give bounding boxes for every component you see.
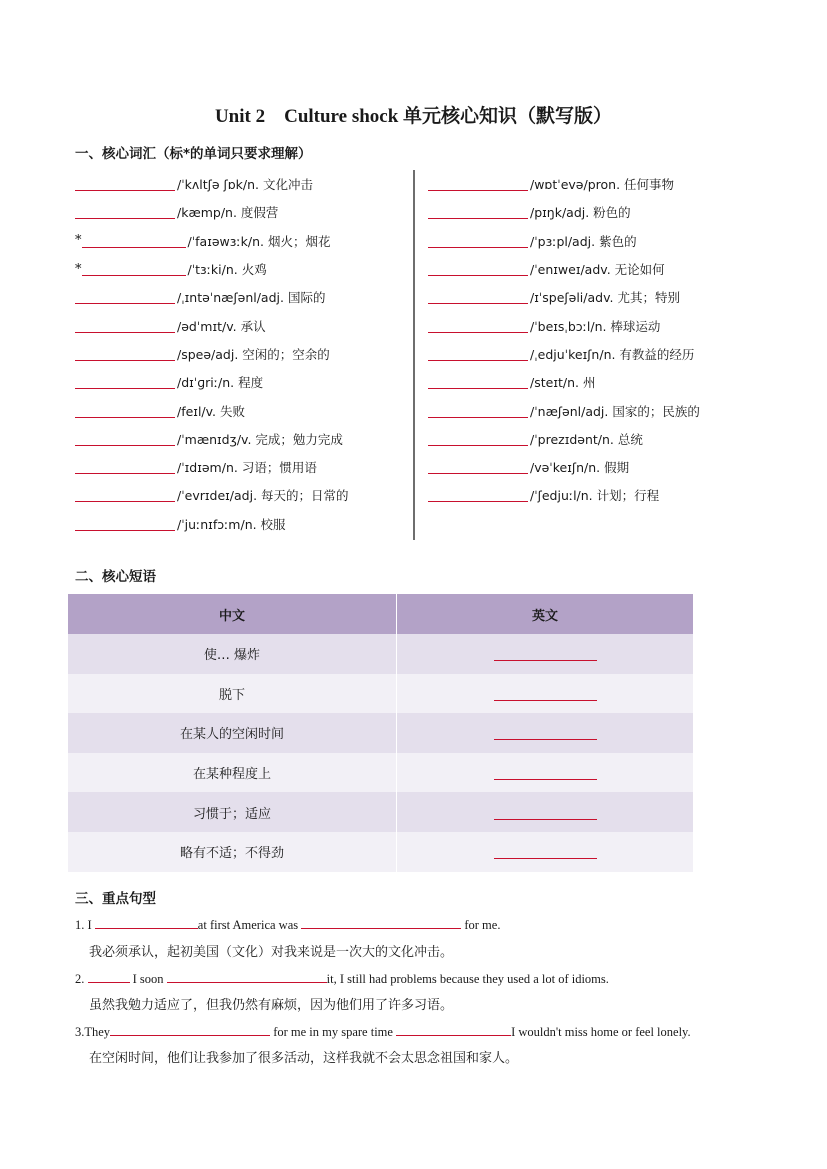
- vocab-item: [75, 340, 349, 368]
- table-row: [68, 753, 694, 793]
- word-blank[interactable]: [75, 375, 175, 389]
- sentence-1-number: 1. I: [75, 918, 92, 932]
- answer-blank[interactable]: [95, 916, 198, 929]
- sentence-3-part1: for me in my spare time: [273, 1025, 393, 1039]
- vocab-item: [75, 396, 349, 424]
- word-blank[interactable]: [75, 517, 175, 531]
- vocab-item: [428, 255, 700, 283]
- vocab-definition: /pɪŋk/adj. 粉色的: [530, 205, 631, 221]
- word-blank[interactable]: [428, 488, 528, 502]
- vocab-item: [428, 453, 700, 481]
- vocab-right-column: [428, 170, 700, 510]
- vocab-definition: /ˈbeɪsˌbɔːl/n. 棒球运动: [530, 318, 661, 334]
- answer-blank[interactable]: [494, 844, 597, 859]
- vocab-definition: /feɪl/v. 失败: [177, 403, 246, 419]
- sentence-1-part2: for me.: [464, 918, 501, 932]
- vocab-item: [75, 453, 349, 481]
- word-blank[interactable]: [75, 290, 175, 304]
- word-blank[interactable]: [428, 262, 528, 276]
- vocab-definition: /vəˈkeɪʃn/n. 假期: [530, 460, 630, 476]
- vocab-definition: /ˈjuːnɪfɔːm/n. 校服: [177, 516, 286, 532]
- word-blank[interactable]: [428, 347, 528, 361]
- sentence-3-translation: 在空闲时间，他们让我参加了很多活动，这样我就不会太思念祖国和家人。: [89, 1051, 519, 1066]
- vocab-item: [75, 255, 349, 283]
- phrase-chinese: 习惯于；适应: [68, 792, 397, 832]
- vocab-definition: /ˈkʌltʃə ʃɒk/n. 文化冲击: [177, 177, 313, 193]
- word-blank[interactable]: [428, 404, 528, 418]
- vocab-definition: /ˈnæʃənl/adj. 国家的；民族的: [530, 403, 700, 419]
- page-title: Unit 2 Culture shock 单元核心知识（默写版）: [214, 106, 613, 127]
- vocab-definition: /ˌedjuˈkeɪʃn/n. 有教益的经历: [530, 346, 695, 362]
- word-blank[interactable]: [75, 404, 175, 418]
- vocab-definition: /speə/adj. 空闲的；空余的: [177, 346, 330, 362]
- vocab-item: [428, 283, 700, 311]
- answer-blank[interactable]: [396, 1023, 511, 1036]
- understand-only-marker: *: [75, 233, 82, 249]
- vocab-item: [75, 368, 349, 396]
- vocab-definition: /ˈtɜːki/n. 火鸡: [187, 262, 267, 278]
- phrase-chinese: 使… 爆炸: [68, 634, 397, 674]
- phrase-english-cell: [397, 674, 694, 714]
- vocab-item: [75, 198, 349, 226]
- vocab-item: [75, 170, 349, 198]
- column-header-chinese: 中文: [68, 594, 397, 634]
- answer-blank[interactable]: [494, 725, 597, 740]
- vocab-item: [428, 340, 700, 368]
- understand-only-marker: *: [75, 261, 82, 277]
- word-blank[interactable]: [75, 347, 175, 361]
- phrases-section-heading: 二、核心短语: [75, 569, 156, 585]
- sentence-1: [75, 916, 500, 933]
- phrase-english-cell: [397, 753, 694, 793]
- sentence-2-part2: it, I still had problems because they used a lot of idioms.: [326, 972, 609, 986]
- word-blank[interactable]: [428, 290, 528, 304]
- phrase-chinese: 在某人的空闲时间: [68, 713, 397, 753]
- table-row: [68, 832, 694, 872]
- column-divider: [413, 170, 415, 540]
- table-row: [68, 792, 694, 832]
- vocab-definition: /kæmp/n. 度假营: [177, 205, 279, 221]
- word-blank[interactable]: [428, 319, 528, 333]
- vocab-item: [428, 425, 700, 453]
- vocab-definition: /dɪˈɡriː/n. 程度: [177, 375, 264, 391]
- table-row: [68, 674, 694, 714]
- word-blank[interactable]: [75, 319, 175, 333]
- word-blank[interactable]: [428, 234, 528, 248]
- sentence-3-number: 3.They: [75, 1025, 111, 1039]
- vocab-definition: /ˈɪdɪəm/n. 习语；惯用语: [177, 460, 317, 476]
- vocab-item: [428, 396, 700, 424]
- answer-blank[interactable]: [167, 970, 327, 983]
- sentence-2-number: 2.: [75, 972, 85, 986]
- sentence-3-part2: I wouldn't miss home or feel lonely.: [511, 1025, 691, 1039]
- word-blank[interactable]: [75, 460, 175, 474]
- answer-blank[interactable]: [301, 916, 461, 929]
- word-blank[interactable]: [75, 488, 175, 502]
- vocab-definition: /steɪt/n. 州: [530, 375, 596, 391]
- answer-blank[interactable]: [494, 805, 597, 820]
- vocab-definition: /wɒtˈevə/pron. 任何事物: [530, 177, 675, 193]
- answer-blank[interactable]: [110, 1023, 270, 1036]
- word-blank[interactable]: [428, 177, 528, 191]
- word-blank[interactable]: [428, 460, 528, 474]
- vocab-item: [428, 198, 700, 226]
- vocab-definition: /ədˈmɪt/v. 承认: [177, 318, 266, 334]
- answer-blank[interactable]: [88, 970, 130, 983]
- table-row: [68, 634, 694, 674]
- phrase-english-cell: [397, 634, 694, 674]
- sentence-1-part1: at first America was: [197, 918, 299, 932]
- phrases-table: [68, 594, 694, 872]
- vocab-item: [75, 311, 349, 339]
- vocab-item: [428, 170, 700, 198]
- vocab-item: [75, 510, 349, 538]
- vocab-item: [428, 311, 700, 339]
- sentence-2: [75, 970, 609, 987]
- vocab-item: [428, 227, 700, 255]
- word-blank[interactable]: [428, 432, 528, 446]
- vocab-definition: /ˈmænɪdʒ/v. 完成；勉力完成: [177, 431, 343, 447]
- phrase-chinese: 略有不适；不得劲: [68, 832, 397, 872]
- phrase-chinese: 脱下: [68, 674, 397, 714]
- vocab-definition: /ˌɪntəˈnæʃənl/adj. 国际的: [177, 290, 326, 306]
- word-blank[interactable]: [428, 205, 528, 219]
- vocab-left-column: [75, 170, 349, 538]
- phrase-english-cell: [397, 832, 694, 872]
- table-row: [68, 713, 694, 753]
- sentence-2-translation: 虽然我勉力适应了，但我仍然有麻烦，因为他们用了许多习语。: [89, 998, 454, 1013]
- vocab-item: [75, 283, 349, 311]
- sentence-1-translation: 我必须承认，起初美国（文化）对我来说是一次大的文化冲击。: [89, 945, 454, 960]
- vocab-definition: /ˈenɪweɪ/adv. 无论如何: [530, 262, 665, 278]
- vocab-definition: /ˈprezɪdənt/n. 总统: [530, 431, 643, 447]
- word-blank[interactable]: [75, 205, 175, 219]
- sentences-section-heading: 三、重点句型: [75, 891, 156, 907]
- vocab-item: [428, 368, 700, 396]
- word-blank[interactable]: [428, 375, 528, 389]
- vocab-item: [428, 481, 700, 509]
- vocab-section-heading: 一、核心词汇（标*的单词只要求理解）: [75, 146, 312, 162]
- phrase-english-cell: [397, 713, 694, 753]
- phrase-english-cell: [397, 792, 694, 832]
- vocab-item: [75, 481, 349, 509]
- answer-blank[interactable]: [494, 686, 597, 701]
- vocab-definition: /ˈpɜːpl/adj. 紫色的: [530, 233, 637, 249]
- word-blank[interactable]: [82, 262, 186, 276]
- sentence-2-part1: I soon: [132, 972, 164, 986]
- column-header-english: 英文: [397, 594, 694, 634]
- answer-blank[interactable]: [494, 765, 597, 780]
- word-blank[interactable]: [75, 432, 175, 446]
- phrase-chinese: 在某种程度上: [68, 753, 397, 793]
- word-blank[interactable]: [75, 177, 175, 191]
- word-blank[interactable]: [82, 234, 186, 248]
- vocab-item: [75, 425, 349, 453]
- sentence-3: [75, 1023, 691, 1040]
- vocab-definition: /ɪˈspeʃəli/adv. 尤其；特别: [530, 290, 680, 306]
- vocab-item: [75, 227, 349, 255]
- vocab-definition: /ˈevrɪdeɪ/adj. 每天的；日常的: [177, 488, 349, 504]
- answer-blank[interactable]: [494, 646, 597, 661]
- vocab-definition: /ˈʃedjuːl/n. 计划；行程: [530, 488, 660, 504]
- vocab-definition: /ˈfaɪəwɜːk/n. 烟火；烟花: [187, 233, 331, 249]
